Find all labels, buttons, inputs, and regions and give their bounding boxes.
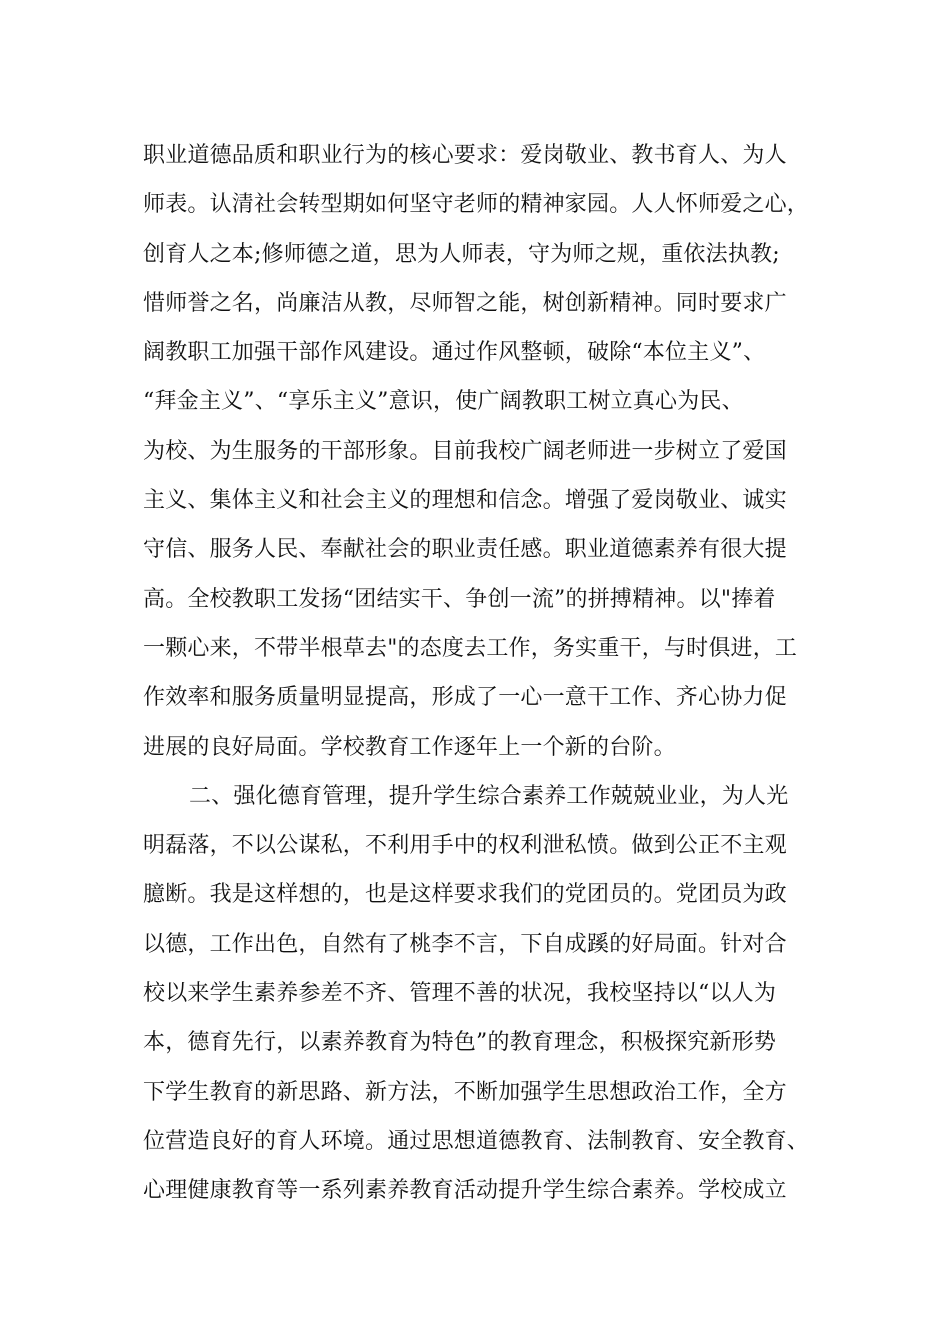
text-line: 职业道德品质和职业行为的核心要求：爱岗敬业、教书育人、为人 — [143, 143, 787, 168]
text-line: 守信、服务人民、奉献社会的职业责任感。职业道德素养有很大提 — [143, 537, 787, 563]
text-line: 惜师誉之名，尚廉洁从教，尽师智之能，树创新精神。同时要求广 — [143, 290, 787, 316]
text-line: 下学生教育的新思路、新方法，不断加强学生思想政治工作，全方 — [143, 1079, 787, 1105]
section-heading-line: 二、强化德育管理，提升学生综合素养工作兢兢业业，为人光 — [189, 783, 789, 809]
text-line: 本，德育先行，以素养教育为特色”的教育理念，积极探究新形势 — [143, 1030, 777, 1056]
text-line: 臆断。我是这样想的，也是这样要求我们的党团员的。党团员为政 — [143, 882, 787, 908]
body-text — [143, 131, 843, 1216]
text-line: 进展的良好局面。学校教育工作逐年上一个新的台阶。 — [143, 734, 676, 760]
text-line: 主义、集体主义和社会主义的理想和信念。增强了爱岗敬业、诚实 — [143, 488, 787, 514]
text-line: 阔教职工加强干部作风建设。通过作风整顿，破除“本位主义”、 — [143, 340, 766, 366]
text-line: 明磊落，不以公谋私，不利用手中的权利泄私愤。做到公正不主观 — [143, 833, 787, 859]
text-line: 师表。认清社会转型期如何坚守老师的精神家园。人人怀师爱之心， — [143, 192, 810, 218]
text-line: 心理健康教育等一系列素养教育活动提升学生综合素养。学校成立 — [143, 1178, 787, 1204]
text-line: “拜金主义”、“享乐主义”意识，使广阔教职工树立真心为民、 — [143, 389, 744, 415]
text-line: 创育人之本;修师德之道，思为人师表，守为师之规，重依法执教; — [143, 241, 780, 267]
text-line: 以德，工作出色，自然有了桃李不言，下自成蹊的好局面。针对合 — [143, 931, 787, 957]
text-line: 一颗心来，不带半根草去"的态度去工作，务实重干，与时俱进，工 — [143, 635, 798, 661]
text-line: 位营造良好的育人环境。通过思想道德教育、法制教育、安全教育、 — [143, 1128, 810, 1154]
text-line: 校以来学生素养参差不齐、管理不善的状况，我校坚持以“以人为 — [143, 981, 777, 1007]
text-line: 作效率和服务质量明显提高，形成了一心一意干工作、齐心协力促 — [143, 685, 787, 711]
text-line: 为校、为生服务的干部形象。目前我校广阔老师进一步树立了爱国 — [143, 438, 787, 464]
text-line: 高。全校教职工发扬“团结实干、争创一流”的拼搏精神。以"捧着 — [143, 586, 776, 612]
